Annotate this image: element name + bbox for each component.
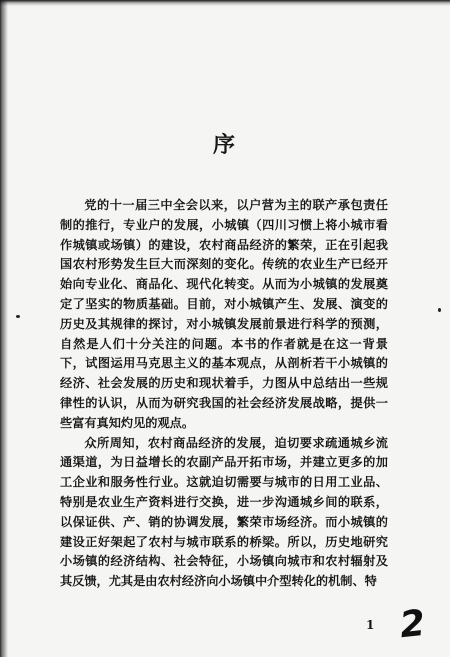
- page-number: 1: [366, 618, 375, 632]
- paragraph-1: 党的十一届三中全会以来，以户营为主的联产承包责任制的推行，专业户的发展，小城镇（四川习惯上将小城市看作城镇或场镇）的建设，农村商品经济的繁荣，正在引起我国农村形势发生巨大而深刻的变化。传统的农业生产已经开始向专业化、商品化、现代化转变。从而为小城镇的发展奠定了坚实的物质基础。目前，对小城镇产生、发展、演变的历史及其规律的探讨，对小城镇发展前景进行科学的预测，自然是人们十分关注的问题。本书的作者就是在这一背景下，试图运用马克思主义的基本观点，从剖析若干小城镇的经济、社会发展的历史和现状着手，力图从中总结出一些规律性的认识，从而为研究我国的社会经济发展战略，提供一些富有真知灼见的观点。: [60, 198, 388, 430]
- scan-edge-shadow-top: [0, 0, 450, 6]
- body-text: [60, 196, 388, 592]
- scan-speck-right: [438, 308, 441, 312]
- handwritten-page-mark: 2: [397, 602, 428, 647]
- scan-edge-shadow-left: [0, 0, 8, 657]
- scan-speck-left: [16, 315, 20, 318]
- page-title: 序: [212, 132, 237, 158]
- paragraph-2: 众所周知，农村商品经济的发展，迫切要求疏通城乡流通渠道，为日益增长的农副产品开拓市场，并建立更多的加工企业和服务性行业。这就迫切需要与城市的日用工业品、特别是农业生产资料进行交换，进一步沟通城乡间的联系，以保证供、产、销的协调发展，繁荣市场经济。而小城镇的建设正好架起了农村与城市联系的桥梁。所以，历史地研究小场镇的经济结构、社会特征，小场镇向城市和农村辐射及其反馈，尤其是由农村经济向小场镇中介型转化的机制、特: [60, 435, 388, 589]
